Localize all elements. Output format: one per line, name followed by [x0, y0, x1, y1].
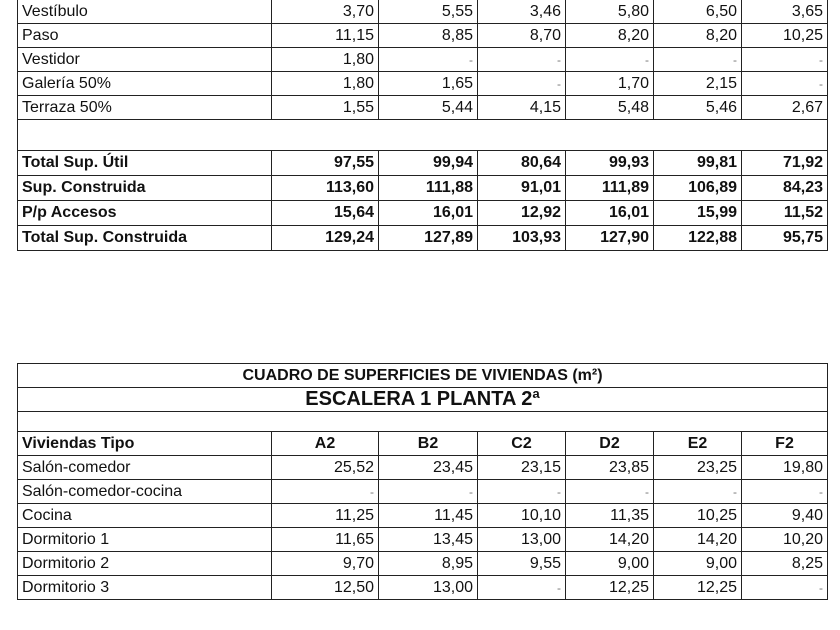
cell-value: 9,00 [566, 552, 654, 576]
table-row [18, 48, 828, 72]
bottom-surface-table [17, 363, 828, 600]
cell-value: - [566, 48, 654, 72]
cell-value: 1,70 [566, 72, 654, 96]
table-row [18, 96, 828, 120]
row-label: Total Sup. Útil [18, 151, 272, 176]
cell-value: 12,25 [654, 576, 742, 600]
cell-value: 8,20 [654, 24, 742, 48]
cell-value: 15,64 [272, 201, 379, 226]
table-row [18, 0, 828, 24]
row-label: P/p Accesos [18, 201, 272, 226]
cell-value: 10,25 [654, 504, 742, 528]
row-label: Terraza 50% [18, 96, 272, 120]
cell-value: - [742, 72, 828, 96]
row-label: Dormitorio 2 [18, 552, 272, 576]
cell-value: 12,25 [566, 576, 654, 600]
column-header: E2 [654, 432, 742, 456]
table-title-row [18, 364, 828, 388]
cell-value: - [742, 48, 828, 72]
row-label: Salón-comedor [18, 456, 272, 480]
cell-value: - [478, 576, 566, 600]
table-row [18, 456, 828, 480]
cell-value: 2,67 [742, 96, 828, 120]
cell-value: 111,88 [379, 176, 478, 201]
cell-value: 5,80 [566, 0, 654, 24]
top-surface-table [17, 0, 828, 251]
cell-value: 16,01 [379, 201, 478, 226]
cell-value: 8,25 [742, 552, 828, 576]
cell-value: 2,15 [654, 72, 742, 96]
cell-value: 5,46 [654, 96, 742, 120]
cell-value: 11,35 [566, 504, 654, 528]
row-label: Vestíbulo [18, 0, 272, 24]
spacer-cell [18, 412, 828, 432]
header-label: Viviendas Tipo [18, 432, 272, 456]
cell-value: 13,00 [478, 528, 566, 552]
cell-value: 10,20 [742, 528, 828, 552]
cell-value: 13,45 [379, 528, 478, 552]
cell-value: 12,50 [272, 576, 379, 600]
cell-value: - [566, 480, 654, 504]
row-label: Galería 50% [18, 72, 272, 96]
column-header: A2 [272, 432, 379, 456]
cell-value: 106,89 [654, 176, 742, 201]
cell-value: 10,10 [478, 504, 566, 528]
cell-value: 15,99 [654, 201, 742, 226]
cell-value: 127,89 [379, 226, 478, 251]
cell-value: 5,48 [566, 96, 654, 120]
cell-value: 80,64 [478, 151, 566, 176]
cell-value: 113,60 [272, 176, 379, 201]
table-row [18, 226, 828, 251]
table-row [18, 201, 828, 226]
cell-value: 97,55 [272, 151, 379, 176]
row-label: Dormitorio 1 [18, 528, 272, 552]
cell-value: 129,24 [272, 226, 379, 251]
cell-value: 8,70 [478, 24, 566, 48]
column-header: D2 [566, 432, 654, 456]
column-header-row [18, 432, 828, 456]
cell-value: 4,15 [478, 96, 566, 120]
cell-value: 8,20 [566, 24, 654, 48]
spacer-cell [18, 120, 828, 151]
cell-value: 91,01 [478, 176, 566, 201]
spacer-row [18, 412, 828, 432]
cell-value: 99,81 [654, 151, 742, 176]
table-row [18, 480, 828, 504]
cell-value: - [478, 480, 566, 504]
table-row [18, 24, 828, 48]
table-subtitle: ESCALERA 1 PLANTA 2ª [18, 388, 828, 412]
cell-value: 11,45 [379, 504, 478, 528]
cell-value: 111,89 [566, 176, 654, 201]
cell-value: 103,93 [478, 226, 566, 251]
cell-value: 13,00 [379, 576, 478, 600]
cell-value: 99,94 [379, 151, 478, 176]
row-label: Vestidor [18, 48, 272, 72]
cell-value: 122,88 [654, 226, 742, 251]
cell-value: 3,70 [272, 0, 379, 24]
cell-value: 9,70 [272, 552, 379, 576]
cell-value: 71,92 [742, 151, 828, 176]
row-label: Cocina [18, 504, 272, 528]
table-row [18, 72, 828, 96]
cell-value: - [478, 48, 566, 72]
cell-value: 23,45 [379, 456, 478, 480]
cell-value: - [654, 48, 742, 72]
row-label: Total Sup. Construida [18, 226, 272, 251]
cell-value: 11,65 [272, 528, 379, 552]
cell-value: - [478, 72, 566, 96]
cell-value: 10,25 [742, 24, 828, 48]
cell-value: 3,65 [742, 0, 828, 24]
cell-value: - [272, 480, 379, 504]
row-label: Dormitorio 3 [18, 576, 272, 600]
cell-value: 14,20 [654, 528, 742, 552]
cell-value: - [654, 480, 742, 504]
cell-value: 95,75 [742, 226, 828, 251]
cell-value: 9,55 [478, 552, 566, 576]
cell-value: 19,80 [742, 456, 828, 480]
cell-value: - [742, 480, 828, 504]
cell-value: 23,85 [566, 456, 654, 480]
cell-value: 23,25 [654, 456, 742, 480]
cell-value: 11,52 [742, 201, 828, 226]
cell-value: 5,44 [379, 96, 478, 120]
column-header: F2 [742, 432, 828, 456]
table-row [18, 151, 828, 176]
row-label: Paso [18, 24, 272, 48]
cell-value: - [379, 480, 478, 504]
column-header: C2 [478, 432, 566, 456]
cell-value: 1,65 [379, 72, 478, 96]
table-title: CUADRO DE SUPERFICIES DE VIVIENDAS (m²) [18, 364, 828, 388]
cell-value: 84,23 [742, 176, 828, 201]
cell-value: 8,95 [379, 552, 478, 576]
cell-value: 1,80 [272, 72, 379, 96]
cell-value: 16,01 [566, 201, 654, 226]
cell-value: 3,46 [478, 0, 566, 24]
cell-value: 127,90 [566, 226, 654, 251]
cell-value: 14,20 [566, 528, 654, 552]
table-row [18, 552, 828, 576]
table-row [18, 576, 828, 600]
spacer-row [18, 120, 828, 151]
cell-value: - [742, 576, 828, 600]
cell-value: 9,40 [742, 504, 828, 528]
cell-value: 5,55 [379, 0, 478, 24]
table-subtitle-row [18, 388, 828, 412]
cell-value: 9,00 [654, 552, 742, 576]
row-label: Salón-comedor-cocina [18, 480, 272, 504]
cell-value: 1,55 [272, 96, 379, 120]
cell-value: 8,85 [379, 24, 478, 48]
cell-value: 99,93 [566, 151, 654, 176]
cell-value: - [379, 48, 478, 72]
cell-value: 11,25 [272, 504, 379, 528]
cell-value: 23,15 [478, 456, 566, 480]
cell-value: 6,50 [654, 0, 742, 24]
cell-value: 12,92 [478, 201, 566, 226]
table-row [18, 504, 828, 528]
cell-value: 1,80 [272, 48, 379, 72]
cell-value: 25,52 [272, 456, 379, 480]
cell-value: 11,15 [272, 24, 379, 48]
table-row [18, 176, 828, 201]
row-label: Sup. Construida [18, 176, 272, 201]
column-header: B2 [379, 432, 478, 456]
table-row [18, 528, 828, 552]
